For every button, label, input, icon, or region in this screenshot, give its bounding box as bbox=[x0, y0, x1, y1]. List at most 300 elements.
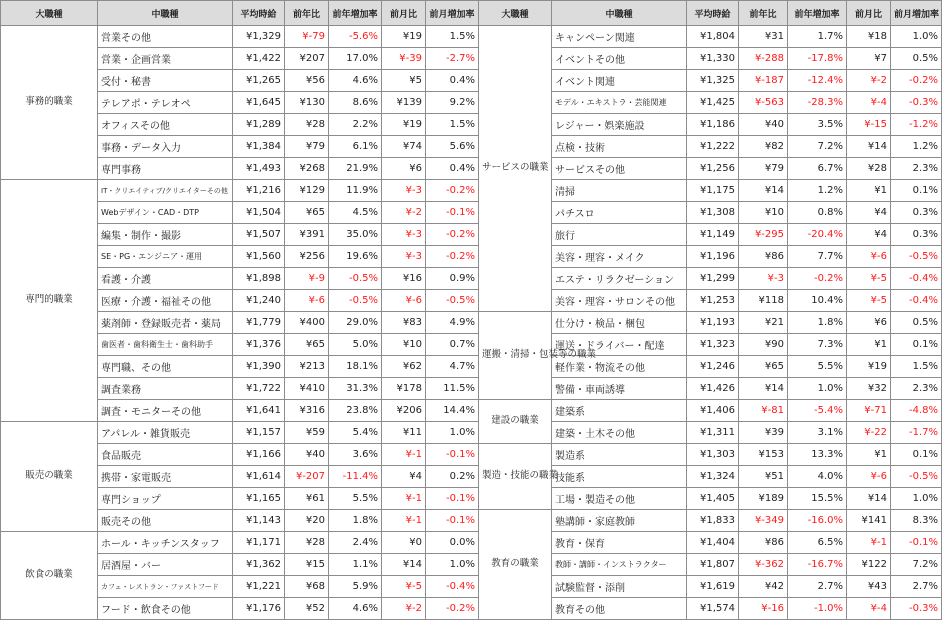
mom-cell: ¥4 bbox=[847, 224, 891, 246]
yoy-rate-cell: 7.7% bbox=[788, 246, 847, 268]
category-cell: 建設の職業 bbox=[479, 400, 552, 444]
wage-cell: ¥1,645 bbox=[233, 92, 285, 114]
yoy-cell: ¥213 bbox=[285, 356, 329, 378]
mom-rate-cell: 14.4% bbox=[426, 400, 479, 422]
yoy-cell: ¥40 bbox=[739, 114, 788, 136]
yoy-cell: ¥-9 bbox=[285, 268, 329, 290]
wage-cell: ¥1,265 bbox=[233, 70, 285, 92]
wage-cell: ¥1,176 bbox=[233, 598, 285, 620]
mom-rate-cell: 1.5% bbox=[891, 356, 942, 378]
mom-rate-cell: -0.2% bbox=[426, 246, 479, 268]
yoy-rate-cell: 5.0% bbox=[329, 334, 382, 356]
yoy-rate-cell: 6.7% bbox=[788, 158, 847, 180]
mom-cell: ¥11 bbox=[382, 422, 426, 444]
yoy-rate-cell: 17.0% bbox=[329, 48, 382, 70]
yoy-cell: ¥90 bbox=[739, 334, 788, 356]
mom-cell: ¥28 bbox=[847, 158, 891, 180]
mom-cell: ¥19 bbox=[382, 26, 426, 48]
mom-cell: ¥-71 bbox=[847, 400, 891, 422]
mom-cell: ¥122 bbox=[847, 554, 891, 576]
wage-cell: ¥1,165 bbox=[233, 488, 285, 510]
yoy-rate-cell: -17.8% bbox=[788, 48, 847, 70]
table-row bbox=[1, 422, 942, 444]
mom-rate-cell: -0.5% bbox=[891, 246, 942, 268]
yoy-rate-cell: 6.5% bbox=[788, 532, 847, 554]
job-name-cell: IT・クリエイティブ/クリエイターその他 bbox=[98, 180, 233, 202]
table-row bbox=[1, 466, 942, 488]
job-name-cell: 営業・企画営業 bbox=[98, 48, 233, 70]
wage-cell: ¥1,804 bbox=[687, 26, 739, 48]
wage-cell: ¥1,390 bbox=[233, 356, 285, 378]
job-name-cell: レジャー・娯楽施設 bbox=[552, 114, 687, 136]
yoy-rate-cell: 1.1% bbox=[329, 554, 382, 576]
table-row bbox=[1, 576, 942, 598]
yoy-cell: ¥207 bbox=[285, 48, 329, 70]
category-cell: サービスの職業 bbox=[479, 26, 552, 312]
yoy-cell: ¥129 bbox=[285, 180, 329, 202]
mom-rate-cell: -4.8% bbox=[891, 400, 942, 422]
yoy-rate-cell: -0.5% bbox=[329, 290, 382, 312]
wage-cell: ¥1,376 bbox=[233, 334, 285, 356]
yoy-rate-cell: 13.3% bbox=[788, 444, 847, 466]
mom-rate-cell: 0.1% bbox=[891, 334, 942, 356]
mom-cell: ¥18 bbox=[847, 26, 891, 48]
wage-cell: ¥1,574 bbox=[687, 598, 739, 620]
wage-cell: ¥1,560 bbox=[233, 246, 285, 268]
table-row bbox=[1, 312, 942, 334]
header-wage: 平均時給 bbox=[233, 1, 285, 26]
mom-cell: ¥178 bbox=[382, 378, 426, 400]
mom-cell: ¥5 bbox=[382, 70, 426, 92]
table-row bbox=[1, 246, 942, 268]
yoy-rate-cell: 4.6% bbox=[329, 70, 382, 92]
table-row bbox=[1, 598, 942, 620]
yoy-rate-cell: -16.7% bbox=[788, 554, 847, 576]
job-name-cell: 受付・秘書 bbox=[98, 70, 233, 92]
wage-cell: ¥1,614 bbox=[233, 466, 285, 488]
job-name-cell: 教育・保育 bbox=[552, 532, 687, 554]
table-row bbox=[1, 532, 942, 554]
header-mom: 前月比 bbox=[847, 1, 891, 26]
job-name-cell: 薬剤師・登録販売者・薬局 bbox=[98, 312, 233, 334]
yoy-rate-cell: -28.3% bbox=[788, 92, 847, 114]
mom-cell: ¥0 bbox=[382, 532, 426, 554]
mom-cell: ¥141 bbox=[847, 510, 891, 532]
yoy-rate-cell: 5.5% bbox=[329, 488, 382, 510]
yoy-cell: ¥15 bbox=[285, 554, 329, 576]
yoy-rate-cell: 2.4% bbox=[329, 532, 382, 554]
yoy-rate-cell: 5.9% bbox=[329, 576, 382, 598]
mom-cell: ¥-22 bbox=[847, 422, 891, 444]
yoy-cell: ¥65 bbox=[285, 334, 329, 356]
yoy-cell: ¥153 bbox=[739, 444, 788, 466]
yoy-rate-cell: 7.3% bbox=[788, 334, 847, 356]
mom-rate-cell: 1.5% bbox=[426, 114, 479, 136]
yoy-cell: ¥400 bbox=[285, 312, 329, 334]
job-name-cell: カフェ・レストラン・ファストフード bbox=[98, 576, 233, 598]
mom-rate-cell: -0.1% bbox=[891, 532, 942, 554]
mom-cell: ¥-39 bbox=[382, 48, 426, 70]
wage-cell: ¥1,143 bbox=[233, 510, 285, 532]
yoy-rate-cell: 21.9% bbox=[329, 158, 382, 180]
table-row bbox=[1, 400, 942, 422]
job-name-cell: 運送・ドライバー・配達 bbox=[552, 334, 687, 356]
wage-cell: ¥1,779 bbox=[233, 312, 285, 334]
yoy-rate-cell: 10.4% bbox=[788, 290, 847, 312]
mom-cell: ¥14 bbox=[847, 136, 891, 158]
header-row bbox=[1, 1, 942, 26]
header-job: 中職種 bbox=[98, 1, 233, 26]
table-row bbox=[1, 510, 942, 532]
mom-cell: ¥4 bbox=[382, 466, 426, 488]
wage-cell: ¥1,299 bbox=[687, 268, 739, 290]
yoy-rate-cell: 23.8% bbox=[329, 400, 382, 422]
wage-cell: ¥1,175 bbox=[687, 180, 739, 202]
yoy-rate-cell: -11.4% bbox=[329, 466, 382, 488]
yoy-cell: ¥40 bbox=[285, 444, 329, 466]
yoy-cell: ¥65 bbox=[285, 202, 329, 224]
mom-cell: ¥6 bbox=[382, 158, 426, 180]
wage-cell: ¥1,193 bbox=[687, 312, 739, 334]
header-mom-rate: 前月増加率 bbox=[426, 1, 479, 26]
mom-rate-cell: 0.2% bbox=[426, 466, 479, 488]
yoy-cell: ¥79 bbox=[739, 158, 788, 180]
mom-rate-cell: 0.9% bbox=[426, 268, 479, 290]
job-name-cell: 建築系 bbox=[552, 400, 687, 422]
job-name-cell: 点検・技術 bbox=[552, 136, 687, 158]
wage-cell: ¥1,303 bbox=[687, 444, 739, 466]
job-name-cell: 食品販売 bbox=[98, 444, 233, 466]
wage-cell: ¥1,493 bbox=[233, 158, 285, 180]
yoy-rate-cell: 35.0% bbox=[329, 224, 382, 246]
mom-cell: ¥-5 bbox=[382, 576, 426, 598]
yoy-cell: ¥82 bbox=[739, 136, 788, 158]
yoy-cell: ¥39 bbox=[739, 422, 788, 444]
job-name-cell: イベントその他 bbox=[552, 48, 687, 70]
wage-cell: ¥1,253 bbox=[687, 290, 739, 312]
yoy-cell: ¥14 bbox=[739, 378, 788, 400]
job-name-cell: 専門ショップ bbox=[98, 488, 233, 510]
category-cell: 製造・技能の職業 bbox=[479, 444, 552, 510]
mom-cell: ¥-2 bbox=[382, 598, 426, 620]
yoy-cell: ¥-16 bbox=[739, 598, 788, 620]
wage-cell: ¥1,641 bbox=[233, 400, 285, 422]
job-name-cell: 調査・モニターその他 bbox=[98, 400, 233, 422]
job-name-cell: 事務・データ入力 bbox=[98, 136, 233, 158]
wage-cell: ¥1,722 bbox=[233, 378, 285, 400]
job-name-cell: 警備・車両誘導 bbox=[552, 378, 687, 400]
yoy-rate-cell: -0.2% bbox=[788, 268, 847, 290]
mom-cell: ¥-1 bbox=[382, 444, 426, 466]
mom-cell: ¥14 bbox=[847, 488, 891, 510]
mom-cell: ¥74 bbox=[382, 136, 426, 158]
mom-cell: ¥-3 bbox=[382, 224, 426, 246]
mom-rate-cell: -0.4% bbox=[891, 290, 942, 312]
mom-rate-cell: -0.1% bbox=[426, 202, 479, 224]
table-row bbox=[1, 268, 942, 290]
yoy-rate-cell: 1.2% bbox=[788, 180, 847, 202]
mom-cell: ¥7 bbox=[847, 48, 891, 70]
mom-rate-cell: -0.4% bbox=[891, 268, 942, 290]
yoy-rate-cell: -1.0% bbox=[788, 598, 847, 620]
yoy-rate-cell: 6.1% bbox=[329, 136, 382, 158]
wage-cell: ¥1,256 bbox=[687, 158, 739, 180]
mom-rate-cell: -0.1% bbox=[426, 488, 479, 510]
yoy-cell: ¥61 bbox=[285, 488, 329, 510]
job-name-cell: 仕分け・検品・梱包 bbox=[552, 312, 687, 334]
wage-cell: ¥1,196 bbox=[687, 246, 739, 268]
job-name-cell: 携帯・家電販売 bbox=[98, 466, 233, 488]
table-row bbox=[1, 158, 942, 180]
mom-cell: ¥19 bbox=[382, 114, 426, 136]
job-name-cell: 軽作業・物流その他 bbox=[552, 356, 687, 378]
category-cell: 販売の職業 bbox=[1, 422, 98, 532]
mom-rate-cell: 2.3% bbox=[891, 158, 942, 180]
mom-rate-cell: 0.3% bbox=[891, 202, 942, 224]
table-row bbox=[1, 290, 942, 312]
wage-cell: ¥1,325 bbox=[687, 70, 739, 92]
job-name-cell: 美容・理容・サロンその他 bbox=[552, 290, 687, 312]
yoy-cell: ¥410 bbox=[285, 378, 329, 400]
wage-cell: ¥1,422 bbox=[233, 48, 285, 70]
yoy-rate-cell: -0.5% bbox=[329, 268, 382, 290]
wage-cell: ¥1,308 bbox=[687, 202, 739, 224]
yoy-cell: ¥256 bbox=[285, 246, 329, 268]
job-name-cell: ホール・キッチンスタッフ bbox=[98, 532, 233, 554]
job-name-cell: 歯医者・歯科衛生士・歯科助手 bbox=[98, 334, 233, 356]
wage-cell: ¥1,504 bbox=[233, 202, 285, 224]
mom-rate-cell: -0.2% bbox=[426, 598, 479, 620]
mom-rate-cell: 4.9% bbox=[426, 312, 479, 334]
wage-cell: ¥1,405 bbox=[687, 488, 739, 510]
job-name-cell: イベント関連 bbox=[552, 70, 687, 92]
mom-rate-cell: -0.2% bbox=[891, 70, 942, 92]
yoy-rate-cell: 7.2% bbox=[788, 136, 847, 158]
mom-cell: ¥1 bbox=[847, 180, 891, 202]
wage-cell: ¥1,330 bbox=[687, 48, 739, 70]
mom-cell: ¥-4 bbox=[847, 598, 891, 620]
job-name-cell: 調査業務 bbox=[98, 378, 233, 400]
mom-rate-cell: -0.5% bbox=[891, 466, 942, 488]
mom-cell: ¥1 bbox=[847, 444, 891, 466]
mom-rate-cell: -0.2% bbox=[426, 224, 479, 246]
job-name-cell: フード・飲食その他 bbox=[98, 598, 233, 620]
job-name-cell: 塾講師・家庭教師 bbox=[552, 510, 687, 532]
mom-rate-cell: 11.5% bbox=[426, 378, 479, 400]
mom-cell: ¥206 bbox=[382, 400, 426, 422]
mom-cell: ¥62 bbox=[382, 356, 426, 378]
mom-rate-cell: 0.4% bbox=[426, 70, 479, 92]
wage-cell: ¥1,384 bbox=[233, 136, 285, 158]
wage-cell: ¥1,426 bbox=[687, 378, 739, 400]
yoy-rate-cell: 2.7% bbox=[788, 576, 847, 598]
table-row bbox=[1, 48, 942, 70]
mom-cell: ¥43 bbox=[847, 576, 891, 598]
mom-rate-cell: -2.7% bbox=[426, 48, 479, 70]
yoy-cell: ¥20 bbox=[285, 510, 329, 532]
wage-cell: ¥1,833 bbox=[687, 510, 739, 532]
yoy-cell: ¥51 bbox=[739, 466, 788, 488]
yoy-rate-cell: 1.8% bbox=[788, 312, 847, 334]
yoy-rate-cell: 0.8% bbox=[788, 202, 847, 224]
mom-rate-cell: -0.1% bbox=[426, 510, 479, 532]
mom-rate-cell: 2.3% bbox=[891, 378, 942, 400]
yoy-cell: ¥-81 bbox=[739, 400, 788, 422]
yoy-cell: ¥-79 bbox=[285, 26, 329, 48]
job-name-cell: 販売その他 bbox=[98, 510, 233, 532]
header-job: 中職種 bbox=[552, 1, 687, 26]
category-cell: 事務的職業 bbox=[1, 26, 98, 180]
yoy-cell: ¥10 bbox=[739, 202, 788, 224]
yoy-rate-cell: 18.1% bbox=[329, 356, 382, 378]
job-name-cell: 居酒屋・バー bbox=[98, 554, 233, 576]
table-row bbox=[1, 444, 942, 466]
mom-rate-cell: -1.7% bbox=[891, 422, 942, 444]
yoy-cell: ¥-207 bbox=[285, 466, 329, 488]
mom-rate-cell: -0.1% bbox=[426, 444, 479, 466]
mom-rate-cell: 9.2% bbox=[426, 92, 479, 114]
mom-rate-cell: -0.4% bbox=[426, 576, 479, 598]
mom-cell: ¥4 bbox=[847, 202, 891, 224]
job-name-cell: テレアポ・テレオペ bbox=[98, 92, 233, 114]
header-mom: 前月比 bbox=[382, 1, 426, 26]
job-name-cell: 美容・理容・メイク bbox=[552, 246, 687, 268]
job-name-cell: 専門事務 bbox=[98, 158, 233, 180]
mom-cell: ¥-6 bbox=[847, 246, 891, 268]
job-name-cell: キャンペーン関連 bbox=[552, 26, 687, 48]
job-name-cell: 編集・制作・撮影 bbox=[98, 224, 233, 246]
header-yoy: 前年比 bbox=[739, 1, 788, 26]
header-mom-rate: 前月増加率 bbox=[891, 1, 942, 26]
category-cell: 専門的職業 bbox=[1, 180, 98, 422]
yoy-rate-cell: -5.6% bbox=[329, 26, 382, 48]
wage-cell: ¥1,157 bbox=[233, 422, 285, 444]
yoy-rate-cell: 1.7% bbox=[788, 26, 847, 48]
wage-cell: ¥1,324 bbox=[687, 466, 739, 488]
wage-cell: ¥1,404 bbox=[687, 532, 739, 554]
yoy-cell: ¥-295 bbox=[739, 224, 788, 246]
mom-rate-cell: 1.5% bbox=[426, 26, 479, 48]
yoy-cell: ¥391 bbox=[285, 224, 329, 246]
yoy-rate-cell: -12.4% bbox=[788, 70, 847, 92]
mom-cell: ¥14 bbox=[382, 554, 426, 576]
mom-rate-cell: 8.3% bbox=[891, 510, 942, 532]
yoy-rate-cell: -20.4% bbox=[788, 224, 847, 246]
yoy-cell: ¥316 bbox=[285, 400, 329, 422]
yoy-rate-cell: 3.1% bbox=[788, 422, 847, 444]
mom-cell: ¥1 bbox=[847, 334, 891, 356]
yoy-cell: ¥68 bbox=[285, 576, 329, 598]
mom-rate-cell: 4.7% bbox=[426, 356, 479, 378]
yoy-rate-cell: 3.5% bbox=[788, 114, 847, 136]
yoy-cell: ¥59 bbox=[285, 422, 329, 444]
header-wage: 平均時給 bbox=[687, 1, 739, 26]
yoy-rate-cell: 8.6% bbox=[329, 92, 382, 114]
yoy-cell: ¥-563 bbox=[739, 92, 788, 114]
wage-cell: ¥1,406 bbox=[687, 400, 739, 422]
mom-cell: ¥-6 bbox=[382, 290, 426, 312]
mom-rate-cell: -0.3% bbox=[891, 598, 942, 620]
mom-rate-cell: -0.2% bbox=[426, 180, 479, 202]
yoy-cell: ¥21 bbox=[739, 312, 788, 334]
yoy-rate-cell: 31.3% bbox=[329, 378, 382, 400]
header-category: 大職種 bbox=[479, 1, 552, 26]
job-name-cell: 工場・製造その他 bbox=[552, 488, 687, 510]
yoy-cell: ¥-3 bbox=[739, 268, 788, 290]
mom-rate-cell: 0.5% bbox=[891, 312, 942, 334]
mom-cell: ¥-4 bbox=[847, 92, 891, 114]
yoy-cell: ¥28 bbox=[285, 114, 329, 136]
mom-cell: ¥-5 bbox=[847, 268, 891, 290]
mom-rate-cell: 1.0% bbox=[891, 488, 942, 510]
mom-rate-cell: 1.0% bbox=[426, 422, 479, 444]
mom-rate-cell: -0.5% bbox=[426, 290, 479, 312]
yoy-rate-cell: 2.2% bbox=[329, 114, 382, 136]
mom-rate-cell: 0.7% bbox=[426, 334, 479, 356]
wage-cell: ¥1,507 bbox=[233, 224, 285, 246]
job-name-cell: アパレル・雑貨販売 bbox=[98, 422, 233, 444]
yoy-cell: ¥31 bbox=[739, 26, 788, 48]
job-name-cell: サービスその他 bbox=[552, 158, 687, 180]
yoy-rate-cell: 15.5% bbox=[788, 488, 847, 510]
table-row bbox=[1, 136, 942, 158]
mom-rate-cell: 1.0% bbox=[426, 554, 479, 576]
job-name-cell: 教育その他 bbox=[552, 598, 687, 620]
job-name-cell: 医療・介護・福祉その他 bbox=[98, 290, 233, 312]
table-row bbox=[1, 180, 942, 202]
wage-cell: ¥1,289 bbox=[233, 114, 285, 136]
header-yoy-rate: 前年増加率 bbox=[788, 1, 847, 26]
table-row bbox=[1, 554, 942, 576]
mom-cell: ¥-1 bbox=[382, 488, 426, 510]
table-row bbox=[1, 202, 942, 224]
yoy-cell: ¥118 bbox=[739, 290, 788, 312]
wage-cell: ¥1,807 bbox=[687, 554, 739, 576]
job-name-cell: オフィスその他 bbox=[98, 114, 233, 136]
mom-rate-cell: 0.1% bbox=[891, 180, 942, 202]
mom-cell: ¥10 bbox=[382, 334, 426, 356]
mom-cell: ¥-3 bbox=[382, 246, 426, 268]
mom-cell: ¥139 bbox=[382, 92, 426, 114]
mom-cell: ¥32 bbox=[847, 378, 891, 400]
table-row bbox=[1, 26, 942, 48]
category-cell: 飲食の職業 bbox=[1, 532, 98, 620]
yoy-cell: ¥268 bbox=[285, 158, 329, 180]
mom-cell: ¥83 bbox=[382, 312, 426, 334]
table-row bbox=[1, 114, 942, 136]
mom-rate-cell: 0.3% bbox=[891, 224, 942, 246]
mom-cell: ¥-2 bbox=[847, 70, 891, 92]
yoy-cell: ¥28 bbox=[285, 532, 329, 554]
mom-rate-cell: 1.0% bbox=[891, 26, 942, 48]
table-row bbox=[1, 224, 942, 246]
job-name-cell: 教師・講師・インストラクター bbox=[552, 554, 687, 576]
wage-cell: ¥1,311 bbox=[687, 422, 739, 444]
yoy-cell: ¥86 bbox=[739, 246, 788, 268]
yoy-cell: ¥79 bbox=[285, 136, 329, 158]
yoy-cell: ¥-288 bbox=[739, 48, 788, 70]
yoy-rate-cell: 4.5% bbox=[329, 202, 382, 224]
yoy-rate-cell: 5.5% bbox=[788, 356, 847, 378]
yoy-cell: ¥86 bbox=[739, 532, 788, 554]
mom-rate-cell: 1.2% bbox=[891, 136, 942, 158]
yoy-cell: ¥52 bbox=[285, 598, 329, 620]
wage-cell: ¥1,166 bbox=[233, 444, 285, 466]
yoy-rate-cell: 19.6% bbox=[329, 246, 382, 268]
yoy-rate-cell: 29.0% bbox=[329, 312, 382, 334]
yoy-rate-cell: 1.0% bbox=[788, 378, 847, 400]
mom-rate-cell: 5.6% bbox=[426, 136, 479, 158]
